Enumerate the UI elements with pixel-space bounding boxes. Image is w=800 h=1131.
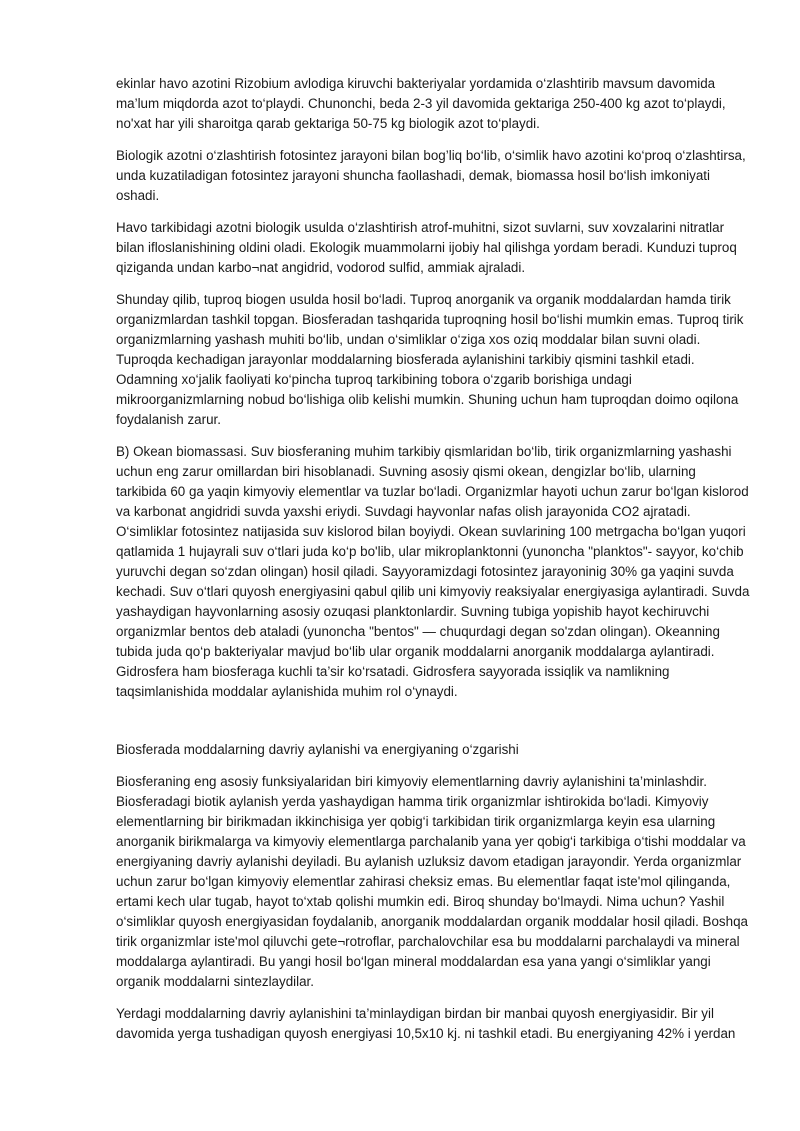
paragraph-davriy-aylanish: Biosferaning eng asosiy funksiyalaridan biri kimyoviy elementlarning davriy aylanishini ta’minlashdir. Biosferadagi biotik aylanish yerda yashaydigan hamma tirik organizmlar ishtirokida bo‘ladi. Kimyoviy elementlarning bir birikmadan ikkinchisiga yer qobig‘i tarkibidan tirik organizmlarga keyin esa ularning anorganik birikmalarga va kimyoviy elementlarga parchalanib yana yer qobig‘i tarkibiga o‘tishi moddalar va energiyaning davriy aylanishi deyiladi. Bu aylanish uzluksiz davom etadigan jarayondir. Yerda organizmlar uchun zarur bo‘lgan kimyoviy elementlar zahirasi cheksiz emas. Bu elementlar faqat iste'mol qilinganda, ertami kech ular tugab, hayot to‘xtab qolishi mumkin edi. Biroq shunday bo‘lmaydi. Nima uchun? Yashil o‘simliklar quyosh energiyasidan foydalanib, anorganik moddalardan organik moddalar hosil qiladi. Boshqa tirik organizmlar iste'mol qiluvchi gete¬rotroflar, parchalovchilar esa bu moddalarni parchalaydi va mineral moddalarga aylantiradi. Bu yangi hosil bo‘lgan mineral moddalardan esa yana yangi o‘simliklar yangi organik moddalarni sintezlaydilar. (116, 774, 748, 989)
paragraph-biologik-azot: Biologik azotni o‘zlashtirish fotosintez jarayoni bilan bog’liq bo‘lib, o‘simlik havo azotini ko‘proq o‘zlashtirsa, unda kuzatiladigan fotosintez jarayoni shuncha faollashadi, demak, biomassa hosil bo‘lish imkoniyati oshadi. (116, 148, 746, 203)
paragraph-okean-biomassasi: B) Okean biomassasi. Suv biosferaning muhim tarkibiy qismlaridan bo‘lib, tirik organizmlarning yashashi uchun eng zarur omillardan biri hisoblanadi. Suvning asosiy qismi okean, dengizlar bo‘lib, ularning tarkibida 60 ga yaqin kimyoviy elementlar va tuzlar bo‘ladi. Organizmlar hayoti uchun zarur bo‘lgan kislorod va karbonat angidridi suvda yaxshi eriydi. Suvdagi hayvonlar nafas olish jarayonida CO2 ajratadi. O‘simliklar fotosintez natijasida suv kislorod bilan boyiydi. Okean suvlarining 100 metrgacha bo‘lgan yuqori qatlamida 1 hujayrali suv o‘tlari juda ko‘p bo'lib, ular mikroplanktonni (yunoncha "planktos"- sayyor, ko‘chib yuruvchi degan so‘zdan olingan) hosil qiladi. Sayyoramizdagi fotosintez jarayoninig 30% ga yaqini suvda kechadi. Suv o‘tlari quyosh energiyasini qabul qilib uni kimyoviy reaksiyalar energiyasiga aylantiradi. Suvda yashaydigan hayvonlarning asosiy ozuqasi planktonlardir. Suvning tubiga yopishib hayot kechiruvchi organizmlar bentos deb ataladi (yunoncha "bentos" — chuqurdagi degan so'zdan olingan). Okeanning tubida juda qo‘p bakteriyalar mavjud bo‘lib ular organik moddalarni anorganik moddalarga aylantiradi. Gidrosfera ham biosferaga kuchli ta’sir ko‘rsatadi. Gidrosfera sayyorada issiqlik va namlikning taqsimlanishida moddalar aylanishida muhim rol o‘ynaydi. (116, 444, 750, 699)
paragraph-havo-azoti: Havo tarkibidagi azotni biologik usulda o‘zlashtirish atrof-muhitni, sizot suvlarni, suv xovzalarini nitratlar bilan ifloslanishining oldini oladi. Ekologik muammolarni ijobiy hal qilishga yordam beradi. Kunduzi tuproq qiziganda undan karbo¬nat angidrid, vodorod sulfid, ammiak ajraladi. (116, 220, 737, 275)
paragraph-quyosh-energiyasi: Yerdagi moddalarning davriy aylanishini ta’minlaydigan birdan bir manbai quyosh energiyasidir. Bir yil davomida yerga tushadigan quyosh energiyasi 10,5x10 kj. ni tashkil etadi. Bu energiyaning 42% i yerdan (116, 1006, 736, 1041)
paragraph-azot-toplash: ekinlar havo azotini Rizobium avlodiga kiruvchi bakteriyalar yordamida o‘zlashtirib mavsum davomida ma’lum miqdorda azot to‘playdi. Chunonchi, beda 2-3 yil davomida gektariga 250-400 kg azot to‘playdi, no'xat har yili sharoitga qarab gektariga 50-75 kg biologik azot to‘playdi. (116, 76, 726, 131)
section-heading: Biosferada moddalarning davriy aylanishi va energiyaning o‘zgarishi (116, 742, 519, 757)
paragraph-tuproq: Shunday qilib, tuproq biogen usulda hosil bo‘ladi. Tuproq anorganik va organik moddalardan hamda tirik organizmlardan tashkil topgan. Biosferadan tashqarida tuproqning hosil bo‘lishi mumkin emas. Tuproq tirik organizmlarning yashash muhiti bo‘lib, undan o‘simliklar o‘ziga xos oziq moddalar bilan suvni oladi. Tuproqda kechadigan jarayonlar moddalarning biosferada aylanishini tarkibiy qismini tashkil etadi. Odamning xo‘jalik faoliyati ko‘pincha tuproq tarkibining tobora o‘zgarib borishiga undagi mikroorganizmlarning nobud bo‘lishiga olib kelishi mumkin. Shuning uchun ham tuproqdan doimo oqilona foydalanish zarur. (116, 292, 744, 427)
section-spacer (116, 714, 750, 740)
